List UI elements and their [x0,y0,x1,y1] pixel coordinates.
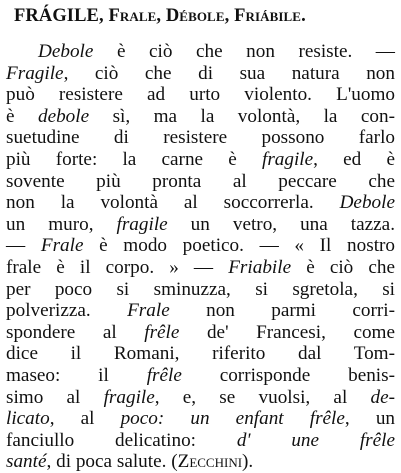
text-line-19 [6,430,395,452]
text-span: , ciò che di sua natura non [63,62,395,84]
text-line-1 [6,41,395,63]
text-line-10 [6,235,395,257]
text-span: non parmi corri- [169,300,395,322]
text-span: è ciò che non resiste. — [93,41,395,62]
text-line-16 [6,365,395,387]
heading-term-friabile: Friábile. [234,6,306,26]
text-span: per poco si sminuzza, si sgretola, si [6,278,395,300]
text-span: maseo: il [6,364,147,386]
text-span: , ed è [313,148,395,170]
text-span: polverizza. [6,300,128,322]
text-span: più forte: la carne è [6,148,262,170]
heading-term-fragile: FRÁGILE, [14,6,104,26]
text-line-8 [6,192,395,214]
text-span: ). [242,451,254,473]
text-line-9 [6,214,395,236]
phrase-enfant-frele: poco: un enfant frêle [120,408,345,430]
word-fragile: fragile [103,386,155,408]
text-line-14 [6,322,395,344]
text-line-12 [6,279,395,301]
text-span: suetudine di resistere possono farlo [6,127,395,149]
word-fragile: Fragile [6,62,64,84]
text-span: , al [49,408,121,430]
word-debole: Debole [38,41,94,62]
word-frale: Frale [40,235,84,257]
word-frele: frêle [146,364,182,386]
dictionary-entry [6,4,395,473]
entry-heading [14,4,395,28]
text-span: sì, ma la volontà, la con- [89,105,395,127]
word-frale: Frale [127,300,170,322]
word-frele: frêle [144,321,180,343]
text-span: , di poca salute. ( [46,451,178,473]
phrase-une-frele: d' une frêle [236,429,395,451]
word-fragile: fragile [261,148,314,170]
word-fragile: fragile [116,213,168,235]
entry-body [6,41,395,473]
text-line-4 [6,106,395,128]
word-sante: santé [6,451,47,473]
heading-term-debole: Débole, [165,6,230,26]
word-debole: Debole [339,192,395,214]
text-span: , e, se vuolsi, al [154,386,371,408]
text-span: spondere al [6,321,145,343]
text-line-3 [6,84,395,106]
text-span: frale è il corpo. » — [6,256,229,278]
word-friabile: Friabile [228,256,292,278]
text-span: de' Francesi, come [179,321,395,343]
word-delicato-end: licato [6,408,50,430]
text-line-2 [6,63,395,85]
text-line-18 [6,408,395,430]
text-span: corrisponde benis- [181,364,395,386]
word-delicato-start: de- [370,386,395,408]
word-debole: debole [37,105,90,127]
text-span: è ciò che [291,256,395,278]
text-line-20 [6,451,395,473]
text-span: è modo poetico. — « Il nostro [83,235,396,257]
text-line-5 [6,127,395,149]
text-span: — [6,235,41,257]
text-span: un vetro, una tazza. [167,213,395,235]
text-span: dice il Romani, riferito dal Tom- [6,343,395,365]
text-span: simo al [6,386,104,408]
text-span: sovente più pronta al peccare che [6,170,395,192]
text-line-13 [6,300,395,322]
text-line-15 [6,343,395,365]
text-span: fanciullo delicatino: [6,429,237,451]
heading-term-frale: Frale, [108,6,162,26]
text-line-17 [6,387,395,409]
author-zecchini: Zecchini [177,451,243,473]
text-span: non la volontà al soccorrerla. [6,192,340,214]
text-span: , un [344,408,395,430]
text-line-7 [6,171,395,193]
text-span: può resistere ad urto violento. L'uomo [6,84,395,106]
text-span: un muro, [6,213,117,235]
text-line-6 [6,149,395,171]
text-span: è [6,105,38,127]
text-line-11 [6,257,395,279]
